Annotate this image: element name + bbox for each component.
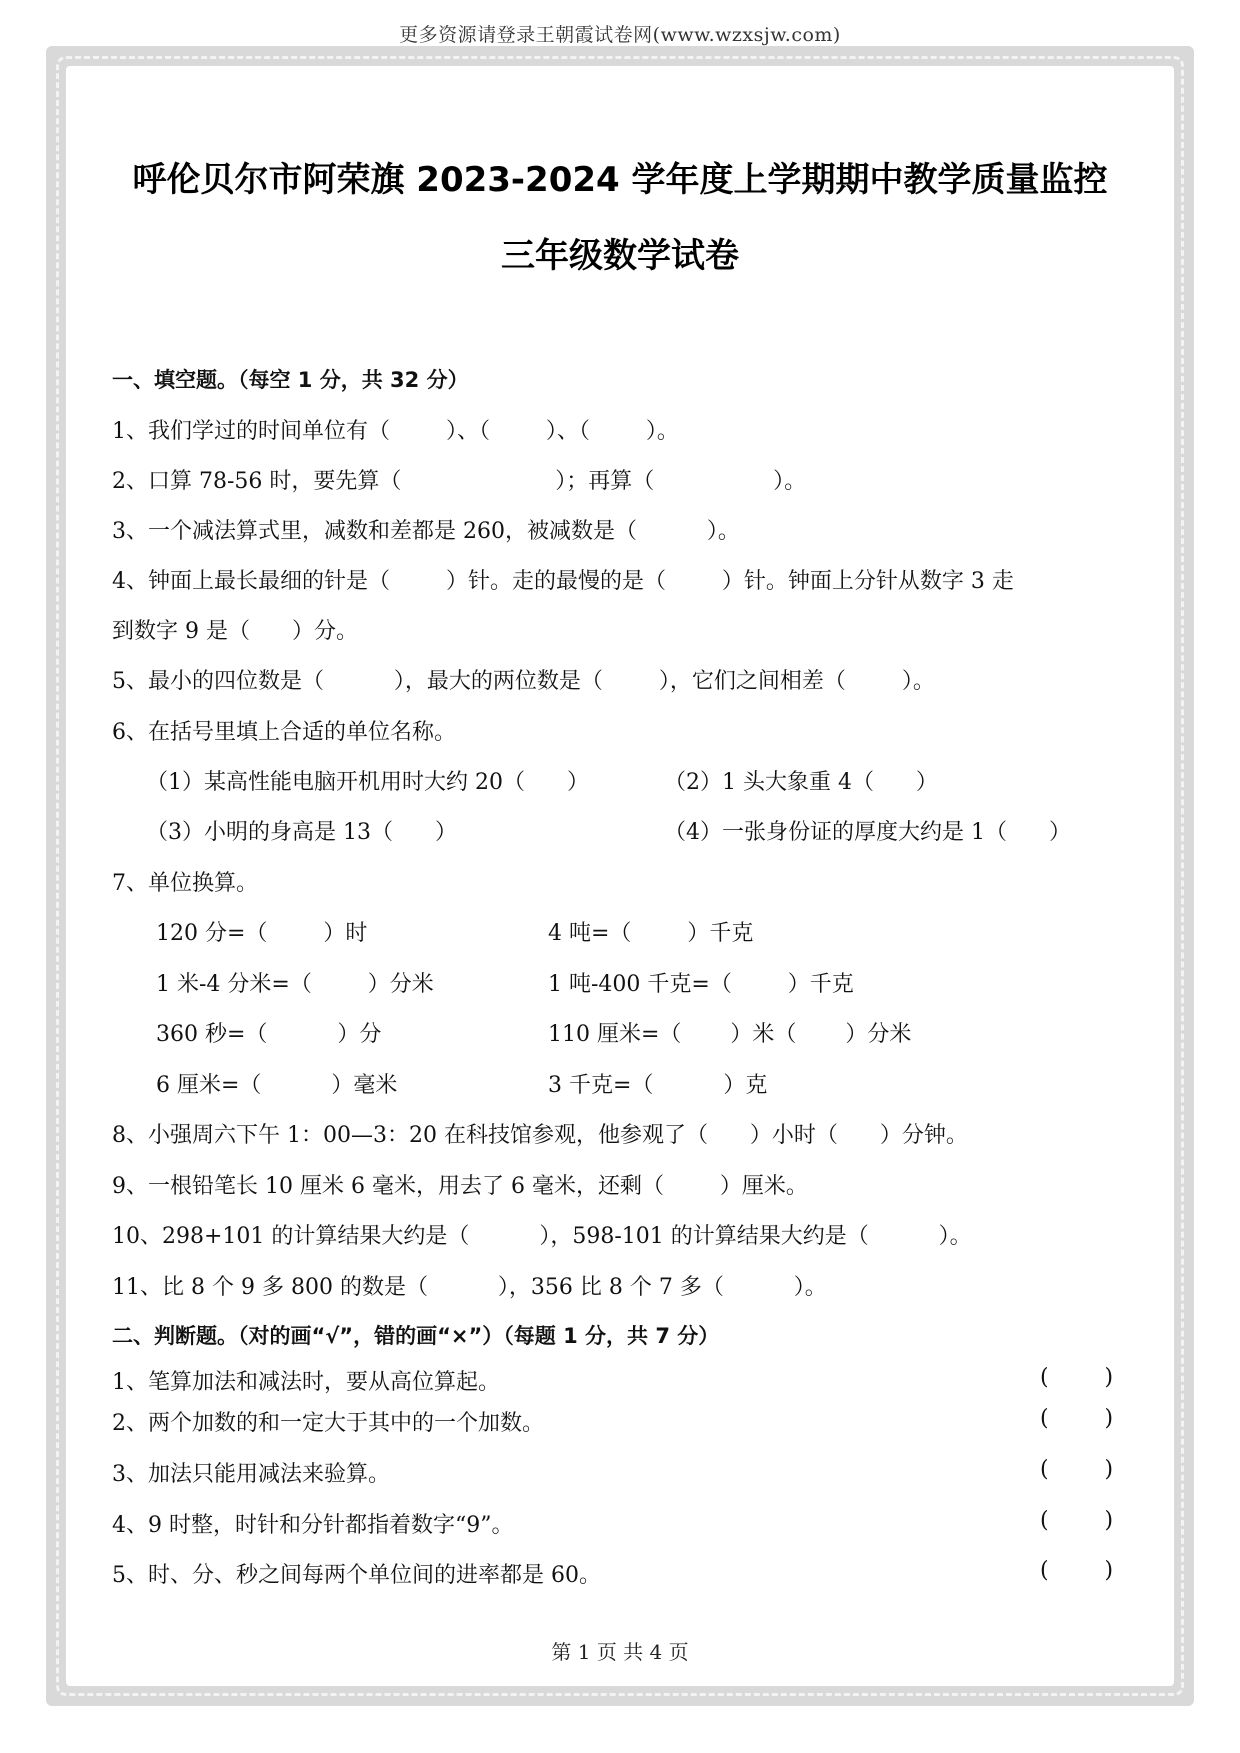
question-5: 5、最小的四位数是（ ），最大的两位数是（ ），它们之间相差（ ）。 [112, 669, 935, 694]
question-2: 2、口算 78-56 时，要先算（ ）；再算（ ）。 [112, 469, 807, 494]
question-7-item8: 3 千克=（ ）克 [548, 1073, 768, 1098]
judge-answer-1: ( ) [1040, 1365, 1114, 1390]
question-7-item6: 110 厘米=（ ）米（ ）分米 [548, 1022, 912, 1047]
judge-answer-4: ( ) [1040, 1508, 1114, 1533]
question-6-part1: （1）某高性能电脑开机用时大约 20（ ） [146, 770, 589, 795]
exam-title-line1: 呼伦贝尔市阿荣旗 2023-2024 学年度上学期期中教学质量监控 [132, 160, 1108, 200]
question-6-part2: （2）1 头大象重 4（ ） [664, 770, 938, 795]
question-7-item3: 1 米-4 分米=（ ）分米 [156, 972, 434, 997]
question-6-part3: （3）小明的身高是 13（ ） [146, 820, 457, 845]
question-7-item4: 1 吨-400 千克=（ ）千克 [548, 972, 854, 997]
judge-item-1: 1、笔算加法和减法时，要从高位算起。 [112, 1370, 500, 1395]
question-6-part4: （4）一张身份证的厚度大约是 1（ ） [664, 820, 1071, 845]
question-7-item7: 6 厘米=（ ）毫米 [156, 1073, 398, 1098]
section2-heading: 二、判断题。（对的画“√”，错的画“×”）（每题 1 分，共 7 分） [112, 1324, 720, 1348]
question-4-line2: 到数字 9 是（ ）分。 [112, 619, 358, 644]
judge-answer-3: ( ) [1040, 1457, 1114, 1482]
question-9: 9、一根铅笔长 10 厘米 6 毫米，用去了 6 毫米，还剩（ ）厘米。 [112, 1174, 808, 1199]
question-6: 6、在括号里填上合适的单位名称。 [112, 720, 456, 745]
question-4-line1: 4、钟面上最长最细的针是（ ）针。走的最慢的是（ ）针。钟面上分针从数字 3 走 [112, 569, 1014, 594]
question-7-item2: 4 吨=（ ）千克 [548, 921, 754, 946]
section1-heading: 一、填空题。（每空 1 分，共 32 分） [112, 368, 469, 392]
question-3: 3、一个减法算式里，减数和差都是 260，被减数是（ ）。 [112, 519, 740, 544]
question-7-item5: 360 秒=（ ）分 [156, 1022, 382, 1047]
question-11: 11、比 8 个 9 多 800 的数是（ ），356 比 8 个 7 多（ ）。 [112, 1275, 827, 1300]
judge-answer-2: ( ) [1040, 1406, 1114, 1431]
question-7-item1: 120 分=（ ）时 [156, 921, 368, 946]
judge-item-2: 2、两个加数的和一定大于其中的一个加数。 [112, 1411, 544, 1436]
judge-answer-5: ( ) [1040, 1558, 1114, 1583]
judge-item-3: 3、加法只能用减法来验算。 [112, 1462, 390, 1487]
question-8: 8、小强周六下午 1：00—3：20 在科技馆参观，他参观了（ ）小时（ ）分钟。 [112, 1123, 968, 1148]
page-number: 第 1 页 共 4 页 [551, 1640, 689, 1664]
site-watermark: 更多资源请登录王朝霞试卷网(www.wzxsjw.com) [399, 24, 841, 46]
question-7: 7、单位换算。 [112, 871, 258, 896]
exam-title-line2: 三年级数学试卷 [501, 236, 739, 276]
question-10: 10、298+101 的计算结果大约是（ ），598-101 的计算结果大约是（ ）。 [112, 1224, 972, 1249]
judge-item-5: 5、时、分、秒之间每两个单位间的进率都是 60。 [112, 1563, 601, 1588]
judge-item-4: 4、9 时整，时针和分针都指着数字“9”。 [112, 1513, 514, 1538]
question-1: 1、我们学过的时间单位有（ ）、（ ）、（ ）。 [112, 419, 679, 444]
